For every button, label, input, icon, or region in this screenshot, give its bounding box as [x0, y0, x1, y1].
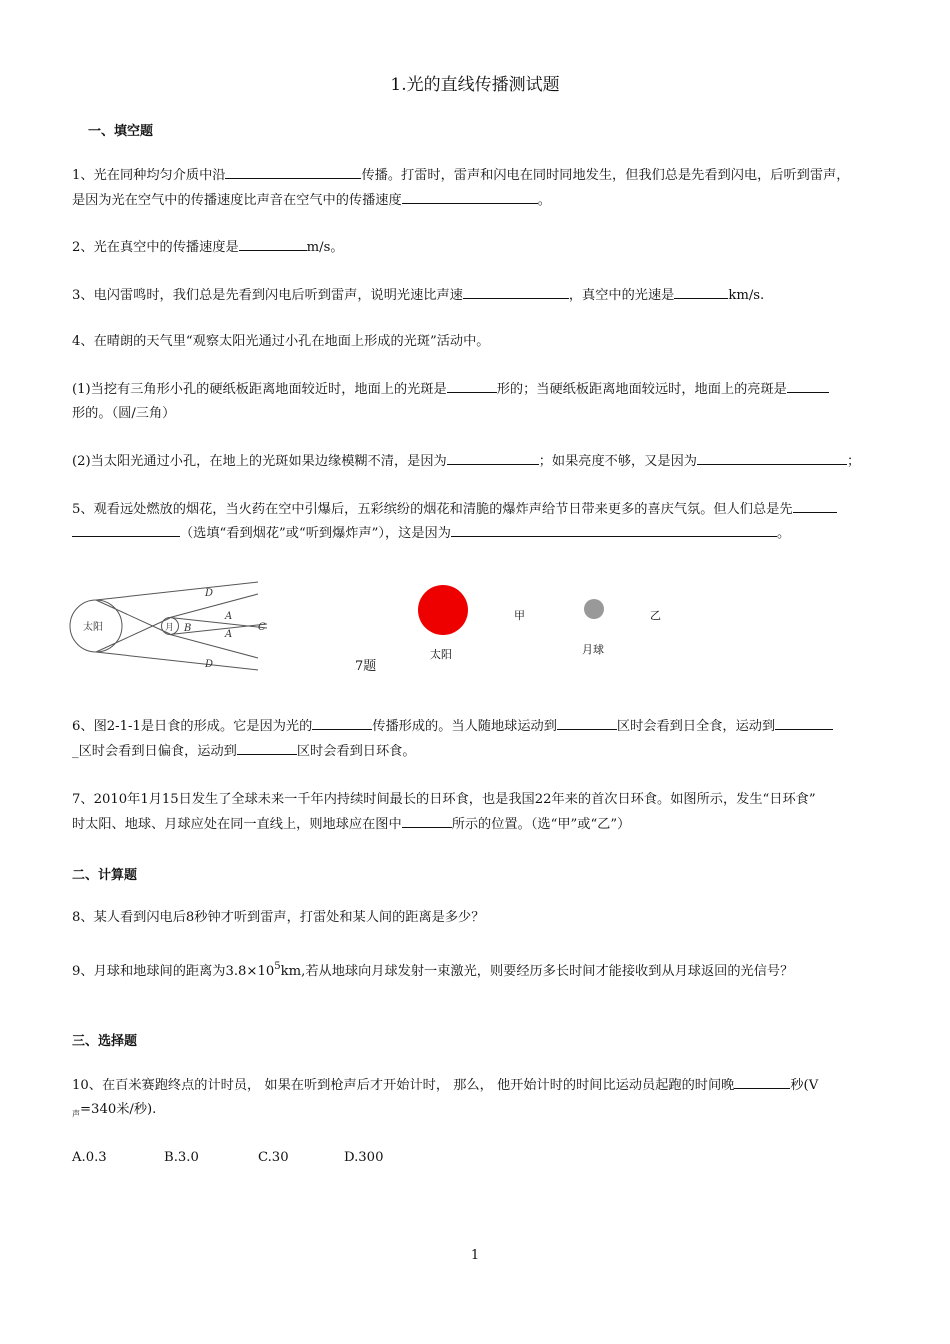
region-d-bottom-label: D: [205, 659, 214, 670]
option-b[interactable]: B.3.0: [164, 1150, 199, 1165]
figure-7-caption: 7题: [355, 659, 377, 674]
answer-blank[interactable]: [451, 521, 777, 537]
region-a-bottom-label: A: [225, 629, 233, 640]
answer-blank[interactable]: [793, 497, 837, 513]
section-heading-calculation: 二、计算题: [72, 868, 138, 883]
question-1-line-1: 1、光在同种均匀介质中沿 传播。打雷时，雷声和闪电在同时同地发生，但我们总是先看到闪电，后听到雷声，: [72, 162, 880, 190]
ray-line: [96, 652, 258, 670]
page-number: 1: [470, 1248, 480, 1263]
answer-blank[interactable]: [402, 812, 452, 828]
answer-blank[interactable]: [237, 739, 297, 755]
answer-blank[interactable]: [557, 714, 617, 730]
ray-line: [96, 618, 170, 652]
question-9: 9、月球和地球间的距离为$3.8\times 10^5km$,若从地球向月球发射一束激光，则要经历多长时间才能接收到从月球返回的光信号？: [72, 961, 794, 979]
question-7-line-1: 7、2010年1月15日发生了全球未来一千年内持续时间最长的日环食，也是我国22年来的首次日环食。如图所示，发生“日环食”: [72, 792, 816, 807]
sun-label: 太阳: [430, 648, 452, 661]
solar-eclipse-diagram: [64, 580, 284, 672]
answer-blank[interactable]: [734, 1073, 790, 1089]
question-3: 3、电闪雷鸣时，我们总是先看到闪电后听到雷声，说明光速比声速 ，真空中的光速是 km/s.: [72, 282, 880, 310]
answer-blank[interactable]: [787, 377, 829, 393]
answer-blank[interactable]: [402, 188, 538, 204]
answer-blank[interactable]: [447, 449, 539, 465]
subscript-sound: 声: [72, 1109, 80, 1119]
question-4-part-1-line-2: 形的。（圆/三角）: [72, 406, 176, 421]
moon-disk: [584, 599, 604, 619]
section-heading-fill-in: 一、填空题: [88, 124, 154, 139]
ray-line: [96, 582, 258, 600]
answer-blank[interactable]: [447, 377, 497, 393]
question-6-line-1: 6、图2-1-1是日食的形成。它是因为光的 传播形成的。当人随地球运动到 区时会看到日全食，运动到: [72, 713, 880, 741]
answer-blank[interactable]: [775, 714, 833, 730]
ray-line: [170, 635, 258, 659]
sun-label: 太阳: [83, 622, 103, 633]
answer-blank[interactable]: [463, 283, 569, 299]
exponent: 5: [274, 961, 281, 972]
question-5-line-2: （选填“看到烟花”或“听到爆炸声”），这是因为 。: [72, 520, 880, 548]
region-c-label: C: [258, 622, 266, 633]
question-1-line-2: 是因为光在空气中的传播速度比声音在空气中的传播速度 。: [72, 187, 880, 215]
question-2: 2、光在真空中的传播速度是 m/s。: [72, 234, 880, 262]
position-yi-label: 乙: [650, 609, 661, 622]
option-c[interactable]: C.30: [258, 1150, 289, 1165]
question-8: 8、某人看到闪电后8秒钟才听到雷声，打雷处和某人间的距离是多少？: [72, 910, 485, 925]
answer-blank[interactable]: [239, 235, 307, 251]
region-a-top-label: A: [225, 611, 233, 622]
question-6-line-2: _区时会看到日偏食，运动到 区时会看到日环食。: [72, 738, 880, 766]
question-10-line-1: 10、在百米赛跑终点的计时员， 如果在听到枪声后才开始计时， 那么， 他开始计时的时间比运动员起跑的时间晚 秒(V: [72, 1072, 880, 1100]
page-title: 1.光的直线传播测试题: [390, 75, 560, 95]
answer-blank[interactable]: [312, 714, 372, 730]
question-4-intro: 4、在晴朗的天气里“观察太阳光通过小孔在地面上形成的光斑”活动中。: [72, 334, 490, 349]
section-heading-choice: 三、选择题: [72, 1034, 138, 1049]
question-7-line-2: 时太阳、地球、月球应处在同一直线上，则地球应在图中 所示的位置。（选“甲”或“乙”）: [72, 811, 880, 839]
answer-blank[interactable]: [72, 521, 180, 537]
sun-disk: [418, 585, 468, 635]
question-4-part-2: (2)当太阳光通过小孔，在地上的光斑如果边缘模糊不清，是因为 ；如果亮度不够，又是因为 ；: [72, 448, 880, 476]
question-4-part-1-line-1: (1)当挖有三角形小孔的硬纸板距离地面较近时，地面上的光斑是 形的；当硬纸板距离地面较远时，地面上的亮斑是: [72, 376, 880, 404]
moon-label: 月球: [582, 643, 604, 656]
question-10-line-2: $_声$=340米/秒).: [72, 1102, 157, 1119]
region-b-label: B: [184, 623, 192, 634]
question-5-line-1: 5、观看远处燃放的烟花，当火药在空中引爆后，五彩缤纷的烟花和清脆的爆炸声给节日带来更多的喜庆气氛。但人们总是先: [72, 496, 880, 524]
answer-blank[interactable]: [674, 283, 728, 299]
region-d-top-label: D: [205, 588, 214, 599]
option-d[interactable]: D.300: [344, 1150, 384, 1165]
moon-label: 月: [165, 623, 175, 633]
answer-blank[interactable]: [225, 163, 361, 179]
position-jia-label: 甲: [514, 609, 525, 622]
option-a[interactable]: A.0.3: [72, 1150, 107, 1165]
ray-line: [170, 594, 258, 618]
question-10-options: [72, 1144, 880, 1172]
ray-line: [96, 600, 170, 634]
answer-blank[interactable]: [697, 449, 847, 465]
